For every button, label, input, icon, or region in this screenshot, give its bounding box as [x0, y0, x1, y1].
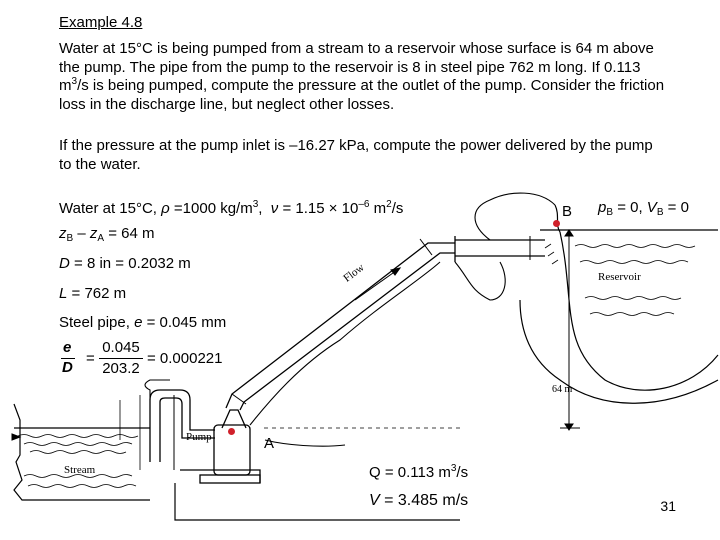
given-diameter: D = 8 in = 0.2032 m — [59, 255, 191, 272]
given-length: L = 762 m — [59, 285, 127, 302]
discharge-pipe — [226, 236, 545, 410]
stream-water — [12, 404, 150, 500]
fraction-result: = 0.000221 — [147, 350, 223, 367]
reservoir — [520, 205, 718, 403]
point-a-marker — [228, 428, 235, 435]
point-b-marker — [553, 220, 560, 227]
point-b-conditions: $p_B = 0$, $V_B = 0$ — [598, 199, 689, 218]
given-water-properties: Water at 15°C, ρ =1000 $kg/m^3$, $\nu = 1.15 \times 10^{-6}$ $m^2/s$ — [59, 199, 404, 217]
point-b-label: B — [562, 203, 573, 220]
example-title: Example 4.8 — [59, 14, 143, 31]
given-elevation-difference: $z_B - z_A = 64$ m — [59, 225, 155, 244]
velocity: V = 3.485 m/s — [369, 492, 469, 509]
fraction-denominator: 203.2 — [102, 360, 140, 377]
fraction-numerator: 0.045 — [102, 339, 140, 356]
problem-paragraph-2: If the pressure at the pump inlet is –16.27 kPa, compute the power delivered by the pump to the water. — [59, 137, 653, 173]
height-label: 64 m — [552, 384, 573, 395]
reservoir-label: Reservoir — [598, 271, 641, 283]
flow-rate: Q = 0.113 $m^3/s$ — [369, 463, 469, 481]
problem-paragraph-1: Water at 15°C is being pumped from a stream to a reservoir whose surface is 64 m above the pump. The pipe from the pump to the reservoir is 8 in steel pipe 762 m long. If 0.113 $m^3/s$ is being pumped, compute the pressure at the outlet of the pump. Consider the friction loss in the discharge line, but neglect other losses. — [59, 40, 665, 113]
pump-label: Pump — [186, 431, 212, 443]
relative-roughness-formula: e D = 0.045 203.2 = 0.000221 — [62, 339, 223, 377]
point-a-label: A — [264, 435, 275, 452]
height-dimension — [264, 230, 580, 430]
flow-label: Flow — [341, 261, 367, 285]
page-number: 31 — [660, 498, 676, 514]
given-roughness: Steel pipe, e = 0.045 mm — [59, 314, 227, 331]
stream-label: Stream — [64, 464, 96, 476]
ground-line — [265, 440, 345, 446]
